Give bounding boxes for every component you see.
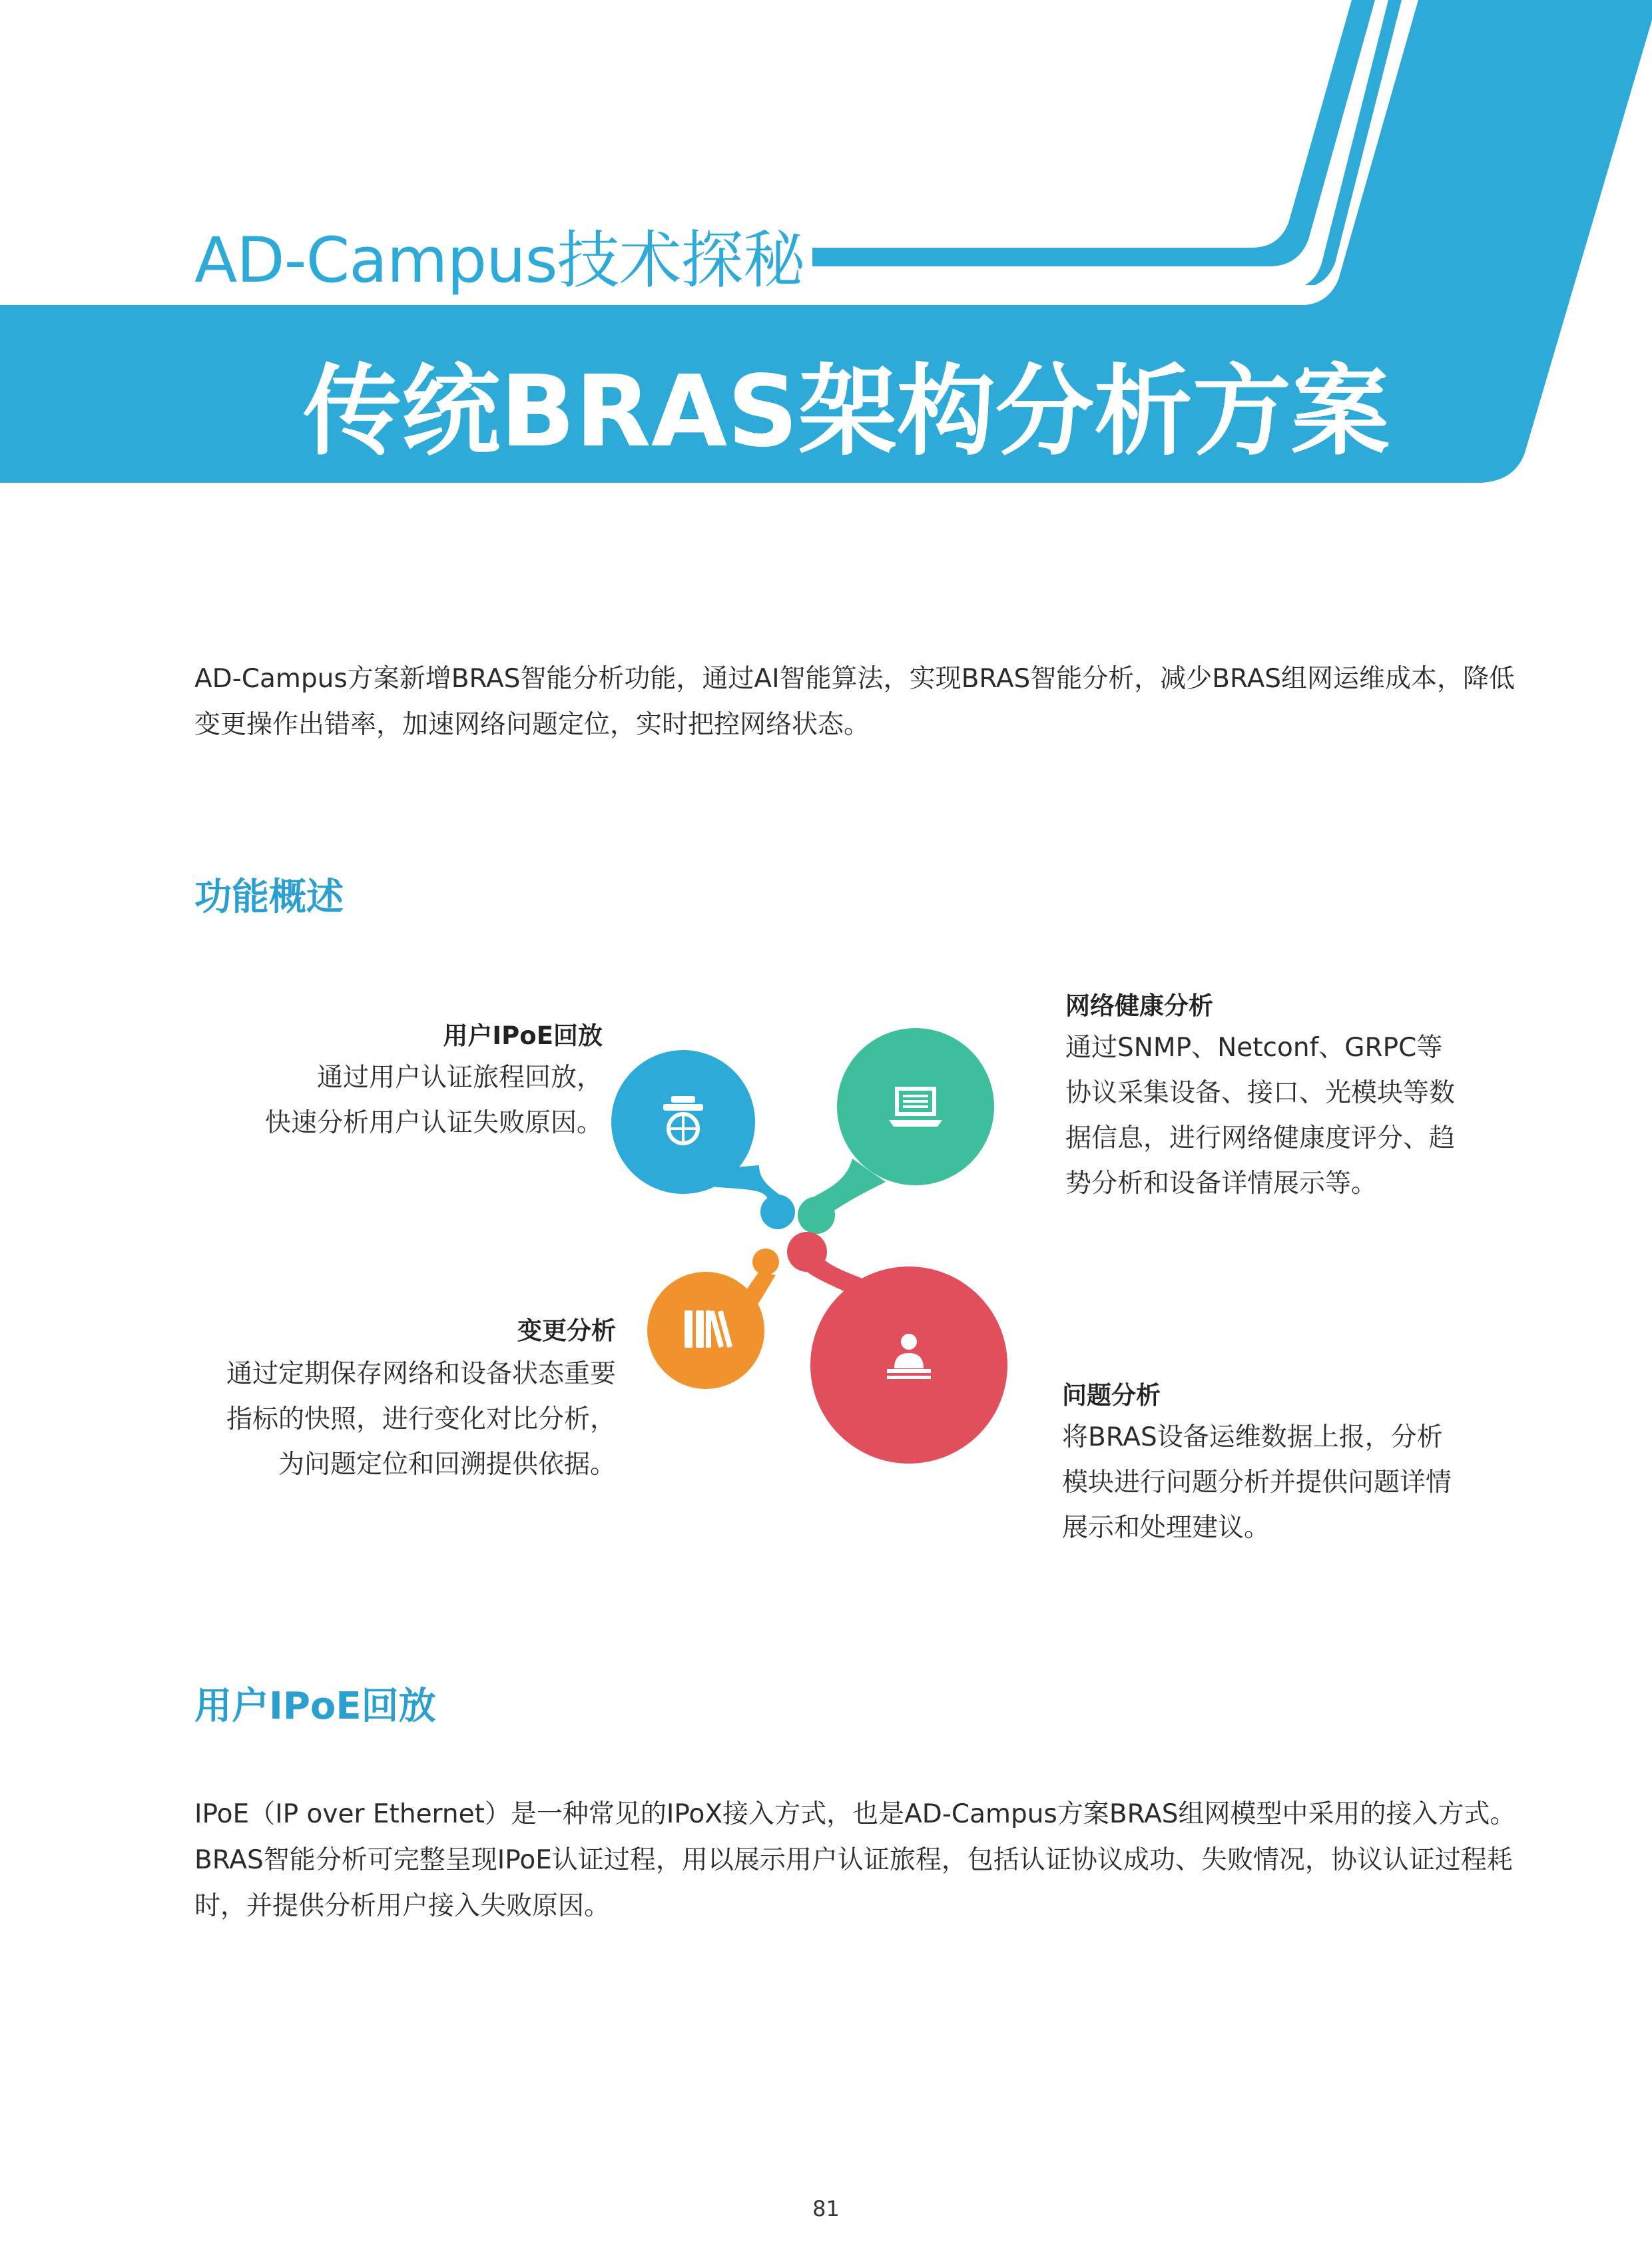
feature-desc-line: 模块进行问题分析并提供问题详情 <box>1062 1468 1452 1498</box>
section-heading-ipoe: 用户IPoE回放 <box>194 1685 436 1728</box>
feature-desc-line: 通过定期保存网络和设备状态重要 <box>226 1359 616 1389</box>
petal-problem <box>787 1232 1007 1464</box>
petal-ipoe <box>611 1050 795 1229</box>
page-number: 81 <box>812 2196 840 2221</box>
feature-diagram <box>599 992 1065 1498</box>
feature-desc-line: 展示和处理建议。 <box>1062 1513 1270 1543</box>
feature-desc-ipoe <box>200 1055 603 1146</box>
feature-desc-line: 通过用户认证旅程回放， <box>316 1063 603 1093</box>
section-heading-overview: 功能概述 <box>194 876 344 919</box>
petal-health <box>798 1028 994 1234</box>
feature-desc-line: 协议采集设备、接口、光模块等数 <box>1065 1078 1456 1108</box>
feature-title-change: 变更分析 <box>517 1316 616 1345</box>
feature-desc-change <box>200 1352 616 1488</box>
feature-desc-line: 据信息，进行网络健康度评分、趋 <box>1065 1123 1456 1153</box>
feature-title-health: 网络健康分析 <box>1065 991 1213 1020</box>
page-title: 传统BRAS架构分析方案 <box>303 354 1390 469</box>
ipoe-paragraph: IPoE（IP over Ethernet）是一种常见的IPoX接入方式，也是AD-Campus方案BRAS组网模型中采用的接入方式。BRAS智能分析可完整呈现IPoE认证过程，用以展示用户认证旅程，包括认证协议成功、失败情况，协议认证过程耗时，并提供分析用户接入失败原因。 <box>194 1799 1516 1921</box>
feature-title-ipoe: 用户IPoE回放 <box>443 1021 603 1050</box>
feature-title-problem: 问题分析 <box>1062 1381 1161 1410</box>
feature-desc-line: 势分析和设备详情展示等。 <box>1065 1169 1378 1199</box>
intro-paragraph: AD-Campus方案新增BRAS智能分析功能，通过AI智能算法，实现BRAS智能分析，减少BRAS组网运维成本，降低变更操作出错率，加速网络问题定位，实时把控网络状态。 <box>194 664 1515 740</box>
feature-desc-line: 将BRAS设备运维数据上报，分析 <box>1062 1422 1443 1452</box>
feature-desc-problem <box>1062 1415 1515 1551</box>
feature-desc-health <box>1065 1025 1531 1207</box>
header-kicker: AD-Campus技术探秘 <box>194 224 805 297</box>
feature-desc-line: 快速分析用户认证失败原因。 <box>264 1108 603 1138</box>
banner-accent-stripe <box>812 0 1375 266</box>
feature-desc-line: 通过SNMP、Netconf、GRPC等 <box>1065 1033 1443 1063</box>
feature-desc-line: 为问题定位和回溯提供依据。 <box>278 1450 616 1480</box>
petal-change <box>647 1249 779 1389</box>
feature-desc-line: 指标的快照，进行变化对比分析， <box>226 1404 616 1434</box>
